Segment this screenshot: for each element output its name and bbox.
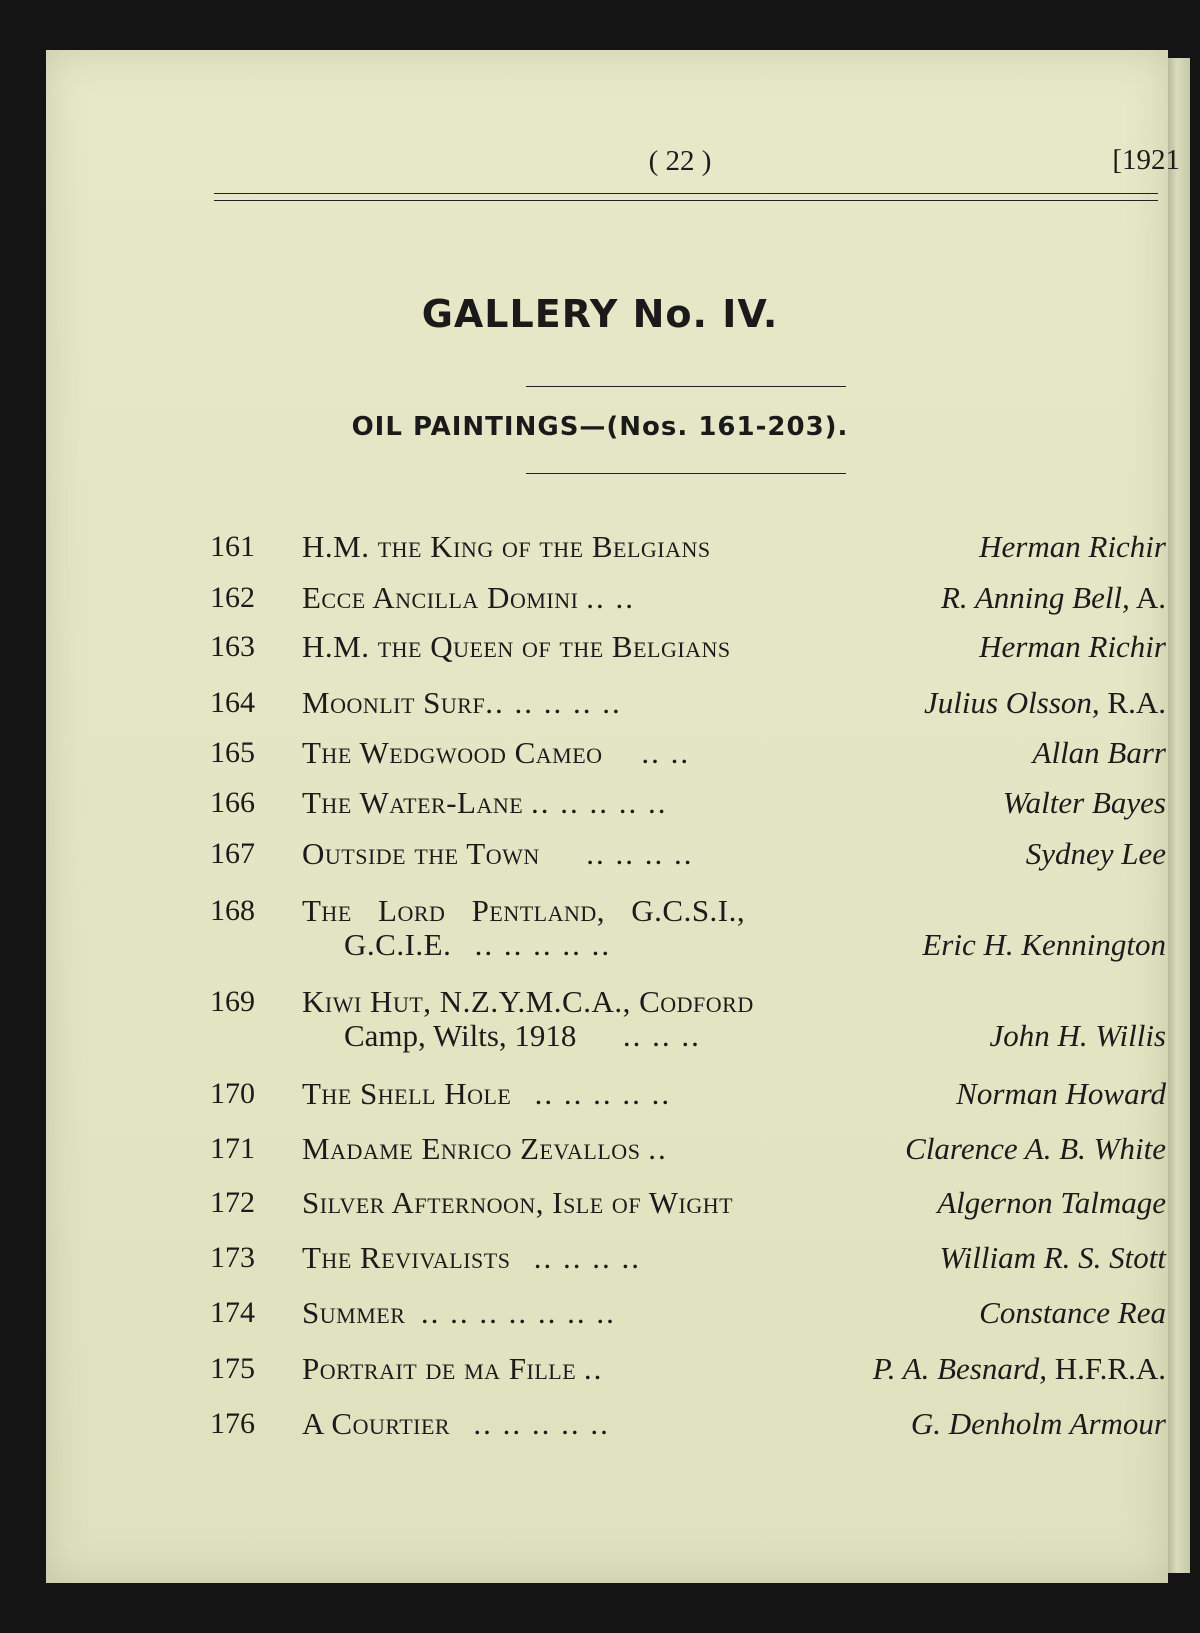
dot-leader: .. .. .. .. .. .. ..: [420, 1295, 616, 1330]
entry-artist: [979, 627, 1166, 667]
entry-number: 170: [210, 1077, 255, 1110]
gallery-title: GALLERY No. IV.: [421, 292, 779, 336]
entry-title-text: Moonlit Surf: [302, 685, 486, 720]
dot-leader: .. .. .. .. ..: [474, 927, 612, 962]
dot-leader: .. .. .. ..: [586, 836, 694, 871]
section-subtitle: OIL PAINTINGS—(Nos. 161-203).: [351, 412, 849, 442]
entry-title-continued: [344, 925, 611, 965]
header-rule-top: [214, 193, 1158, 194]
entry-title: The Lord Pentland, G.C.S.I.,: [302, 893, 746, 928]
entry-title-text: Outside the Town: [302, 836, 540, 871]
entry-number: 174: [210, 1296, 255, 1329]
dot-leader: .. .. .. .. ..: [485, 685, 622, 720]
entry-title: [302, 1238, 641, 1278]
catalogue-entry: [210, 1074, 1166, 1114]
entry-title: Silver Afternoon, Isle of Wight: [302, 1185, 734, 1220]
artist-name: John H. Willis: [989, 1018, 1166, 1053]
catalogue-entry: [210, 1183, 1166, 1223]
entry-title: [302, 834, 694, 874]
catalogue-entry: [210, 834, 1166, 874]
artist-name: Constance Rea: [979, 1295, 1166, 1330]
dot-leader: ..: [583, 1351, 604, 1386]
catalogue-entry: [210, 783, 1166, 823]
subtitle-rule: [526, 473, 846, 474]
artist-name: Norman Howard: [956, 1076, 1166, 1111]
entry-title: [302, 783, 667, 823]
catalogue-entry: [210, 891, 1166, 971]
entry-artist: [940, 1238, 1166, 1278]
dot-leader: .. ..: [586, 580, 635, 615]
artist-name: Herman Richir: [979, 529, 1166, 564]
artist-name: P. A. Besnard,: [872, 1351, 1048, 1386]
entry-title-text: Camp, Wilts, 1918: [344, 1018, 577, 1053]
entry-artist: [873, 1349, 1166, 1389]
catalogue-entry: [210, 1349, 1166, 1389]
page-edge: [1168, 58, 1190, 1573]
entry-number: 173: [210, 1241, 255, 1274]
entry-title: [302, 1293, 616, 1333]
catalogue-entry: [210, 1129, 1166, 1169]
entry-title-text: Summer: [302, 1295, 406, 1330]
catalogue-entry: [210, 1404, 1166, 1444]
artist-name: Clarence A. B. White: [905, 1131, 1166, 1166]
artist-suffix: A.: [1135, 580, 1166, 615]
entry-title: Kiwi Hut, N.Z.Y.M.C.A., Codford: [302, 984, 754, 1019]
entry-title: [302, 1074, 671, 1114]
entry-title-text: The Revivalists: [302, 1240, 511, 1275]
artist-name: Julius Olsson,: [923, 685, 1100, 720]
title-rule: [526, 386, 846, 387]
entry-title: [302, 1404, 610, 1444]
entry-number: 176: [210, 1407, 255, 1440]
artist-name: R. Anning Bell,: [940, 580, 1130, 615]
entry-artist: [989, 1016, 1166, 1056]
catalogue-entry: [210, 578, 1166, 618]
catalogue-entry: [210, 733, 1166, 773]
entry-title-text: The Shell Hole: [302, 1076, 512, 1111]
entry-artist: [905, 1129, 1166, 1169]
entry-title: H.M. the Queen of the Belgians: [302, 629, 731, 664]
entry-title: [302, 1349, 603, 1389]
entry-title: [302, 1129, 668, 1169]
artist-name: Eric H. Kennington: [922, 927, 1166, 962]
dot-leader: .. .. .. .. ..: [534, 1076, 672, 1111]
entry-artist: [924, 683, 1166, 723]
entry-artist: [979, 527, 1166, 567]
artist-name: Sydney Lee: [1025, 836, 1166, 871]
catalogue-entry: [210, 683, 1166, 723]
entry-title: [302, 733, 690, 773]
entry-number: 165: [210, 736, 255, 769]
artist-name: William R. S. Stott: [939, 1240, 1166, 1275]
entry-title-text: The Wedgwood Cameo: [302, 735, 603, 770]
dot-leader: .. .. .. .. ..: [530, 785, 668, 820]
entry-artist: [941, 578, 1166, 618]
entry-number: 169: [210, 985, 255, 1018]
entry-number: 171: [210, 1132, 255, 1165]
artist-suffix: H.F.R.A.: [1054, 1351, 1166, 1386]
entry-title-text: A Courtier: [302, 1406, 451, 1441]
entry-artist: [1033, 733, 1166, 773]
entry-title: [302, 578, 635, 618]
catalogue-entry: [210, 1238, 1166, 1278]
entry-number: 161: [210, 530, 255, 563]
dot-leader: .. .. .. ..: [533, 1240, 641, 1275]
entry-number: 167: [210, 837, 255, 870]
entry-title-text: G.C.I.E.: [344, 927, 452, 962]
entry-number: 164: [210, 686, 255, 719]
entry-title: [302, 683, 622, 723]
dot-leader: .. .. ..: [622, 1018, 701, 1053]
entry-artist: [1026, 834, 1166, 874]
page-number: ( 22 ): [648, 145, 712, 177]
entry-artist: [937, 1183, 1166, 1223]
year-label: [1921: [1112, 144, 1180, 176]
header-rule-bottom: [214, 200, 1158, 201]
dot-leader: ..: [648, 1131, 668, 1166]
entry-title: H.M. the King of the Belgians: [302, 529, 711, 564]
entry-artist: [911, 1404, 1166, 1444]
catalogue-entry: [210, 1293, 1166, 1333]
entry-number: 162: [210, 581, 255, 614]
entry-title-continued: [344, 1016, 701, 1056]
entry-artist: [1003, 783, 1166, 823]
catalogue-entry: [210, 627, 1166, 667]
entry-number: 168: [210, 894, 255, 927]
entry-number: 163: [210, 630, 255, 663]
entry-title-text: Portrait de ma Fille: [302, 1351, 577, 1386]
entry-number: 166: [210, 786, 255, 819]
entry-number: 175: [210, 1352, 255, 1385]
artist-name: Herman Richir: [979, 629, 1166, 664]
catalogue-entry: [210, 527, 1166, 567]
entry-artist: [979, 1293, 1166, 1333]
artist-name: Algernon Talmage: [937, 1185, 1166, 1220]
artist-name: Allan Barr: [1032, 735, 1166, 770]
catalogue-entry: [210, 982, 1166, 1062]
artist-name: Walter Bayes: [1002, 785, 1166, 820]
entry-artist: [922, 925, 1166, 965]
entry-title-text: Ecce Ancilla Domini: [302, 580, 579, 615]
dot-leader: .. ..: [641, 735, 691, 770]
artist-name: G. Denholm Armour: [910, 1406, 1166, 1441]
entry-title-text: The Water-Lane: [302, 785, 524, 820]
entry-number: 172: [210, 1186, 255, 1219]
entry-artist: [956, 1074, 1166, 1114]
dot-leader: .. .. .. .. ..: [473, 1406, 610, 1441]
artist-suffix: R.A.: [1107, 685, 1166, 720]
entry-title-text: Madame Enrico Zevallos: [302, 1131, 641, 1166]
